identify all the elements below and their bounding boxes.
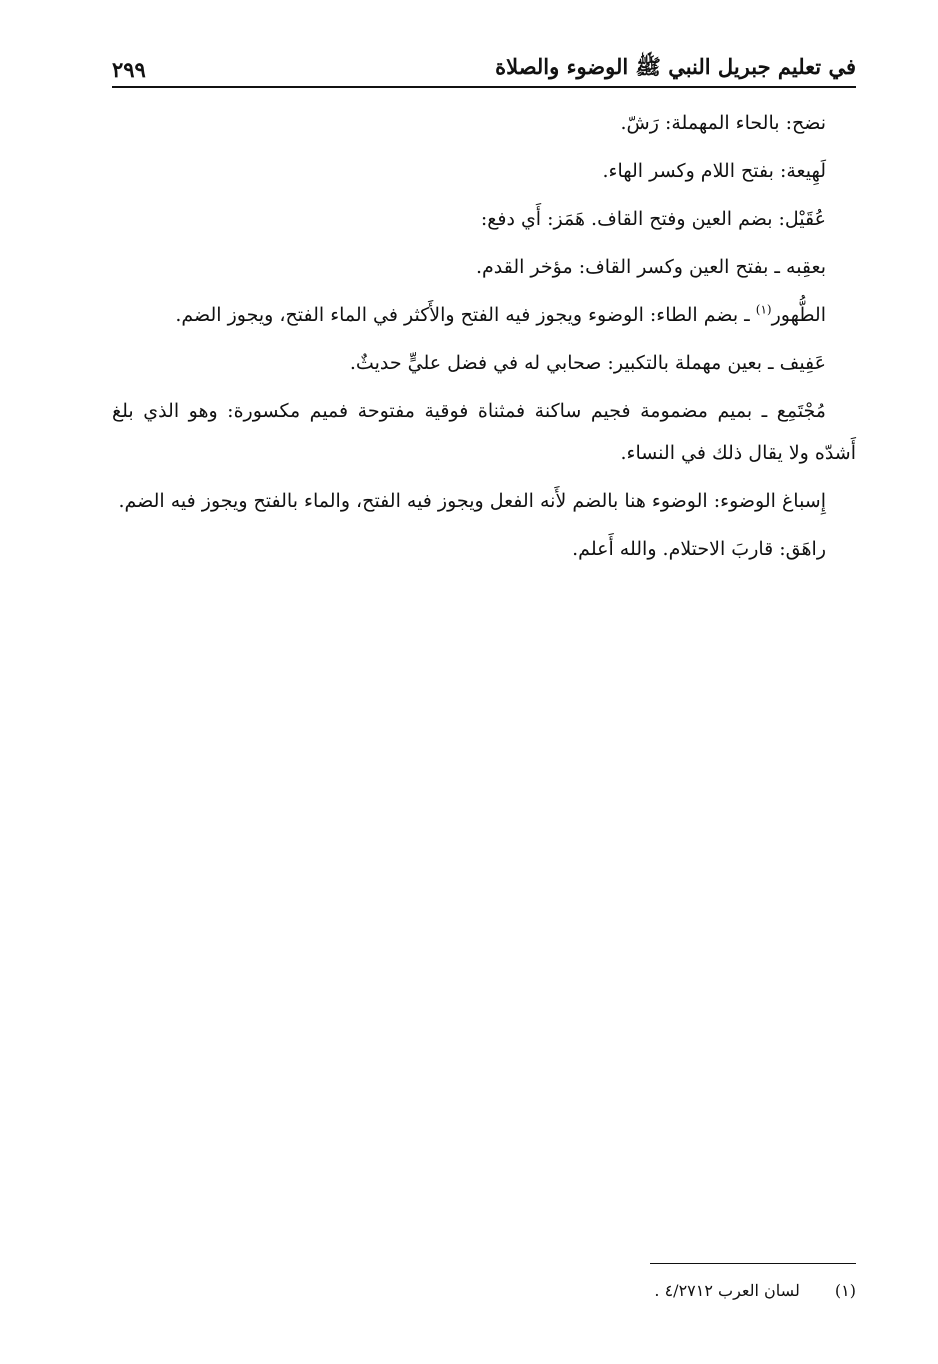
tuhur-definition: ـ بضم الطاء: الوضوء ويجوز فيه الفتح والأَكثر في الماء الفتح، ويجوز الضم. xyxy=(175,304,756,326)
glossary-entry: لَهِيعة: بفتح اللام وكسر الهاء. xyxy=(602,160,826,182)
header-rule xyxy=(112,86,856,88)
tuhur-headword: الطُّهور xyxy=(771,304,826,326)
page-number: ٢٩٩ xyxy=(112,56,146,82)
glossary-entry: مُجْتَمِع ـ بميم مضمومة فجيم ساكنة فمثناة فوقية مفتوحة فميم مكسورة: وهو الذي بلغ أَشدّه ولا يقال ذلك في النساء. xyxy=(112,400,856,464)
glossary-entry: عُقَيْل: بضم العين وفتح القاف. هَمَز: أَي دفع: xyxy=(480,208,826,230)
footnote-mark: (١) xyxy=(834,1281,856,1300)
glossary-body xyxy=(112,100,856,576)
glossary-entry: بعقِبه ـ بفتح العين وكسر القاف: مؤخر القدم. xyxy=(475,256,826,278)
footnote-reference[interactable]: (١) xyxy=(755,302,772,317)
glossary-entry: نضح: بالحاء المهملة: رَشّ. xyxy=(620,112,826,134)
footnote-rule xyxy=(650,1263,856,1264)
glossary-entry: راهَق: قاربَ الاحتلام. والله أَعلم. xyxy=(572,538,826,560)
glossary-entry: عَفِيف ـ بعين مهملة بالتكبير: صحابي له في فضل عليٍّ حديثٌ. xyxy=(349,352,826,374)
running-head xyxy=(112,52,856,86)
glossary-entry-tuhur xyxy=(112,294,856,336)
footnote xyxy=(112,1278,856,1304)
glossary-entry: إِسباغ الوضوء: الوضوء هنا بالضم لأَنه الفعل ويجوز فيه الفتح، والماء بالفتح ويجوز فيه الضم. xyxy=(118,490,826,512)
footnote-text: لسان العرب ٤/٢٧١٢ . xyxy=(654,1281,800,1300)
running-head-title: في تعليم جبريل النبي ﷺ الوضوء والصلاة xyxy=(495,53,856,79)
